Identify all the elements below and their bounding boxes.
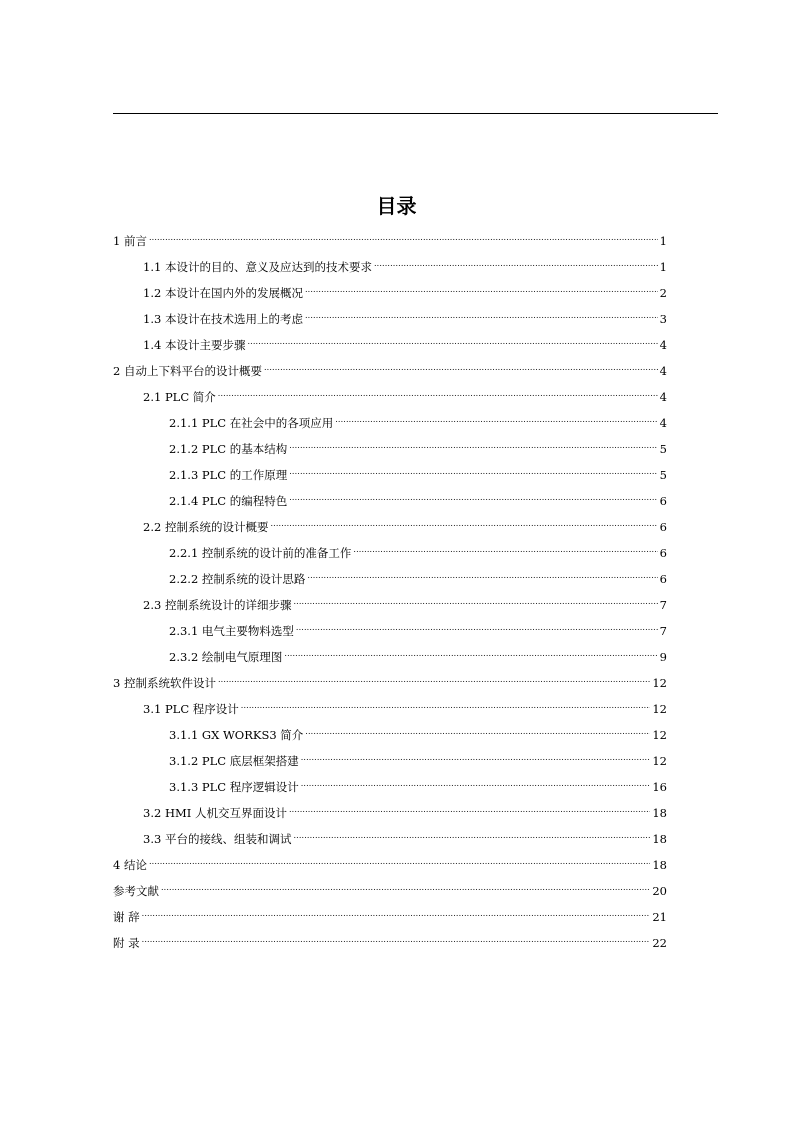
toc-entry-page: 18 xyxy=(652,858,667,872)
toc-leader-dots xyxy=(289,806,650,820)
toc-leader-dots xyxy=(374,260,658,274)
toc-entry[interactable] xyxy=(113,748,667,774)
toc-leader-dots xyxy=(301,780,651,794)
toc-leader-dots xyxy=(289,494,657,508)
toc-entry-label: 1.1 本设计的目的、意义及应达到的技术要求 xyxy=(143,260,372,274)
toc-entry-page: 6 xyxy=(659,520,667,534)
toc-leader-dots xyxy=(218,676,650,690)
toc-entry-label: 附 录 xyxy=(113,936,140,950)
toc-entry-label: 3.1.1 GX WORKS3 简介 xyxy=(169,728,304,742)
toc-entry-page: 7 xyxy=(659,624,667,638)
toc-entry-label: 3.3 平台的接线、组装和调试 xyxy=(143,832,292,846)
toc-entry-page: 18 xyxy=(652,806,667,820)
toc-entry[interactable] xyxy=(113,670,667,696)
toc-entry-label: 3.1.2 PLC 底层框架搭建 xyxy=(169,754,299,768)
toc-leader-dots xyxy=(305,312,658,326)
toc-entry-label: 4 结论 xyxy=(113,858,147,872)
toc-entry-label: 1.3 本设计在技术选用上的考虑 xyxy=(143,312,303,326)
toc-entry[interactable] xyxy=(113,488,667,514)
toc-entry-page: 12 xyxy=(652,728,667,742)
toc-entry-page: 12 xyxy=(652,702,667,716)
toc-entry[interactable] xyxy=(113,826,667,852)
toc-entry-page: 1 xyxy=(659,234,667,248)
toc-entry-label: 3.1.3 PLC 程序逻辑设计 xyxy=(169,780,299,794)
toc-entry-page: 1 xyxy=(659,260,667,274)
toc-entry-label: 2.3.2 绘制电气原理图 xyxy=(169,650,283,664)
toc-entry[interactable] xyxy=(113,436,667,462)
toc-entry-label: 3 控制系统软件设计 xyxy=(113,676,216,690)
toc-entry-label: 3.1 PLC 程序设计 xyxy=(143,702,239,716)
toc-entry-label: 2.1.1 PLC 在社会中的各项应用 xyxy=(169,416,334,430)
toc-entry[interactable] xyxy=(113,332,667,358)
toc-entry-page: 18 xyxy=(652,832,667,846)
toc-entry-page: 6 xyxy=(659,572,667,586)
toc-entry[interactable] xyxy=(113,514,667,540)
toc-entry-page: 21 xyxy=(652,910,667,924)
toc-leader-dots xyxy=(218,390,658,404)
toc-entry-page: 4 xyxy=(659,390,667,404)
toc-entry[interactable] xyxy=(113,644,667,670)
toc-entry-label: 1.2 本设计在国内外的发展概况 xyxy=(143,286,303,300)
toc-entry[interactable] xyxy=(113,540,667,566)
toc-leader-dots xyxy=(305,286,658,300)
toc-entry[interactable] xyxy=(113,774,667,800)
page-title: 目录 xyxy=(376,194,417,218)
toc-entry-page: 4 xyxy=(659,416,667,430)
toc-entry[interactable] xyxy=(113,384,667,410)
toc-entry[interactable] xyxy=(113,410,667,436)
toc-leader-dots xyxy=(247,338,657,352)
toc-entry-page: 4 xyxy=(659,338,667,352)
toc-leader-dots xyxy=(149,858,650,872)
toc-leader-dots xyxy=(270,520,657,534)
toc-entry-label: 2.1 PLC 简介 xyxy=(143,390,216,404)
toc-entry-label: 2.1.4 PLC 的编程特色 xyxy=(169,494,288,508)
toc-leader-dots xyxy=(161,884,650,898)
toc-entry-page: 22 xyxy=(652,936,667,950)
toc-leader-dots xyxy=(296,624,658,638)
toc-entry[interactable] xyxy=(113,800,667,826)
toc-leader-dots xyxy=(293,598,657,612)
toc-entry[interactable] xyxy=(113,722,667,748)
toc-entry-label: 2 自动上下料平台的设计概要 xyxy=(113,364,262,378)
toc-entry-label: 2.1.2 PLC 的基本结构 xyxy=(169,442,288,456)
toc-entry-label: 2.2 控制系统的设计概要 xyxy=(143,520,269,534)
toc-entry[interactable] xyxy=(113,592,667,618)
toc-entry-label: 2.1.3 PLC 的工作原理 xyxy=(169,468,288,482)
toc-entry[interactable] xyxy=(113,618,667,644)
toc-entry-label: 参考文献 xyxy=(113,884,159,898)
toc-leader-dots xyxy=(264,364,658,378)
toc-leader-dots xyxy=(241,702,651,716)
toc-entry[interactable] xyxy=(113,462,667,488)
toc-entry-label: 2.2.1 控制系统的设计前的准备工作 xyxy=(169,546,352,560)
toc-entry[interactable] xyxy=(113,254,667,280)
toc-entry-page: 7 xyxy=(659,598,667,612)
toc-leader-dots xyxy=(293,832,650,846)
toc-leader-dots xyxy=(142,910,651,924)
toc-entry-page: 6 xyxy=(659,546,667,560)
toc-entry[interactable] xyxy=(113,280,667,306)
toc-entry[interactable] xyxy=(113,696,667,722)
toc-entry[interactable] xyxy=(113,358,667,384)
toc-entry-label: 2.2.2 控制系统的设计思路 xyxy=(169,572,306,586)
table-of-contents xyxy=(113,228,667,956)
toc-entry[interactable] xyxy=(113,566,667,592)
toc-leader-dots xyxy=(289,468,657,482)
toc-entry-label: 1 前言 xyxy=(113,234,147,248)
toc-entry-page: 16 xyxy=(652,780,667,794)
toc-entry-page: 5 xyxy=(659,468,667,482)
toc-leader-dots xyxy=(353,546,657,560)
toc-leader-dots xyxy=(307,572,657,586)
header-rule xyxy=(113,113,718,114)
toc-entry-page: 2 xyxy=(659,286,667,300)
toc-entry-label: 2.3 控制系统设计的详细步骤 xyxy=(143,598,292,612)
toc-leader-dots xyxy=(284,650,657,664)
toc-entry-page: 20 xyxy=(652,884,667,898)
toc-entry-page: 6 xyxy=(659,494,667,508)
toc-leader-dots xyxy=(335,416,657,430)
toc-entry-page: 3 xyxy=(659,312,667,326)
toc-leader-dots xyxy=(149,234,658,248)
toc-leader-dots xyxy=(305,728,650,742)
toc-entry-page: 9 xyxy=(659,650,667,664)
toc-entry[interactable] xyxy=(113,306,667,332)
toc-entry-label: 2.3.1 电气主要物料选型 xyxy=(169,624,294,638)
toc-entry[interactable] xyxy=(113,930,667,956)
toc-entry-page: 5 xyxy=(659,442,667,456)
toc-leader-dots xyxy=(142,936,651,950)
toc-entry-page: 4 xyxy=(659,364,667,378)
toc-entry[interactable] xyxy=(113,878,667,904)
toc-entry[interactable] xyxy=(113,904,667,930)
toc-entry-label: 1.4 本设计主要步骤 xyxy=(143,338,246,352)
toc-entry-label: 3.2 HMI 人机交互界面设计 xyxy=(143,806,287,820)
toc-entry-page: 12 xyxy=(652,676,667,690)
toc-entry-label: 谢 辞 xyxy=(113,910,140,924)
toc-entry-page: 12 xyxy=(652,754,667,768)
toc-entry[interactable] xyxy=(113,852,667,878)
toc-leader-dots xyxy=(301,754,651,768)
toc-entry[interactable] xyxy=(113,228,667,254)
toc-leader-dots xyxy=(289,442,657,456)
